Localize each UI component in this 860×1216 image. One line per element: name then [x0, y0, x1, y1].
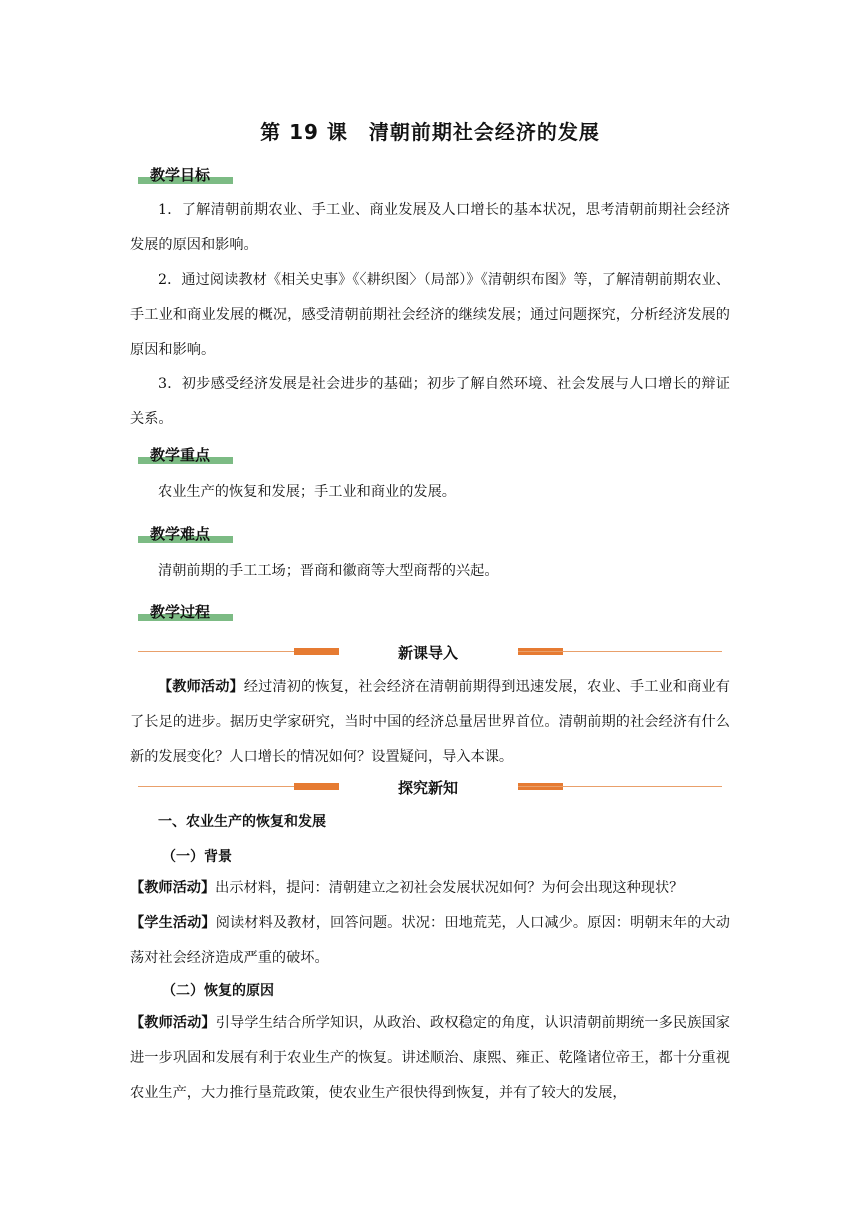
objective-1: 1．了解清朝前期农业、手工业、商业发展及人口增长的基本状况，思考清朝前期社会经济发展的原因和影响。: [130, 202, 730, 253]
teacher-activity-tag: 【教师活动】: [130, 880, 216, 896]
divider-line-right: [518, 651, 722, 652]
student-activity-tag: 【学生活动】: [130, 915, 216, 931]
divider-explore: [138, 777, 722, 797]
divider-title: 新课导入: [397, 644, 458, 662]
intro-paragraph: [130, 670, 730, 775]
divider-title: 探究新知: [397, 779, 458, 797]
teacher-activity-tag: 【教师活动】: [130, 1015, 216, 1031]
student-activity-1: [130, 906, 730, 976]
section-label: 教学目标: [150, 166, 211, 184]
heading-agriculture: 一、农业生产的恢复和发展: [158, 814, 326, 830]
divider-block-left: [294, 783, 339, 790]
objective-3: 3．初步感受经济发展是社会进步的基础；初步了解自然环境、社会发展与人口增长的辩证关系。: [130, 376, 730, 427]
teacher-activity-tag: 【教师活动】: [158, 679, 244, 695]
intro-text: 经过清初的恢复，社会经济在清朝前期得到迅速发展，农业、手工业和商业有了长足的进步。据历史学家研究，当时中国的经济总量居世界首位。清朝前期的社会经济有什么新的发展变化？人口增长的情况如何？设置疑问，导入本课。: [130, 679, 730, 765]
subheading-background: （一）背景: [162, 849, 232, 865]
section-label: 教学重点: [150, 446, 211, 464]
difficulties-text: 清朝前期的手工工场；晋商和徽商等大型商帮的兴起。: [158, 563, 499, 579]
teacher-activity-text: 出示材料，提问：清朝建立之初社会发展状况如何？为何会出现这种现状？: [215, 880, 684, 896]
student-activity-text: 阅读材料及教材，回答问题。状况：田地荒芜，人口减少。原因：明朝末年的大动荡对社会经济造成严重的破坏。: [130, 915, 730, 966]
divider-line-right: [518, 786, 722, 787]
divider-block-left: [294, 648, 339, 655]
subheading-recovery-reasons: （二）恢复的原因: [162, 983, 274, 999]
teacher-activity-1: [130, 871, 730, 906]
section-label: 教学难点: [150, 525, 211, 543]
section-label: 教学过程: [150, 603, 211, 621]
divider-intro: [138, 642, 722, 662]
key-points-text: 农业生产的恢复和发展；手工业和商业的发展。: [158, 484, 456, 500]
teacher-activity-2: [130, 1006, 730, 1111]
objective-2: 2．通过阅读教材《相关史事》《〈耕织图〉（局部）》《清朝织布图》等，了解清朝前期农业、手工业和商业发展的概况，感受清朝前期社会经济的继续发展；通过问题探究，分析经济发展的原因和影响。: [130, 272, 730, 358]
teacher-activity-text: 引导学生结合所学知识，从政治、政权稳定的角度，认识清朝前期统一多民族国家进一步巩固和发展有利于农业生产的恢复。讲述顺治、康熙、雍正、乾隆诸位帝王，都十分重视农业生产，大力推行垦荒政策，使农业生产很快得到恢复，并有了较大的发展，: [130, 1015, 730, 1101]
page-title: 第 19 课 清朝前期社会经济的发展: [260, 120, 600, 144]
